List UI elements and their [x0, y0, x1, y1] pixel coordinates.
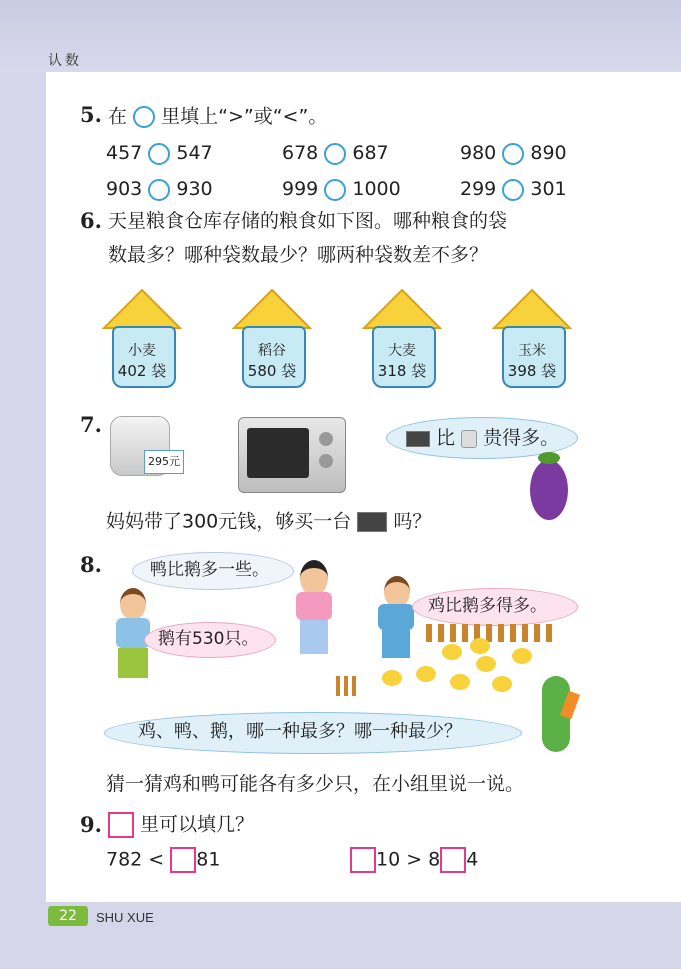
- microwave-image: [238, 417, 346, 493]
- silo-roof-icon: [362, 288, 442, 330]
- q5-left: 299: [460, 178, 497, 200]
- silo-qty: 402 袋: [117, 362, 167, 380]
- chick-icon: [450, 674, 470, 690]
- silo-name: 小麦: [128, 343, 156, 359]
- answer-box[interactable]: [170, 847, 196, 873]
- pants-icon: [118, 648, 148, 678]
- top-band: [0, 0, 681, 72]
- compare-circle[interactable]: [324, 143, 346, 165]
- silo-qty: 318 袋: [377, 362, 427, 380]
- q7-question-pre: 妈妈带了300元钱，够买一台: [106, 510, 352, 533]
- rice-cooker-image: [106, 410, 180, 480]
- bubble-compare: 比: [436, 427, 456, 449]
- q5-number: 5.: [80, 102, 102, 127]
- dial-icon: [319, 432, 333, 446]
- silo-corn: [492, 288, 572, 388]
- q5-right: 930: [176, 178, 213, 200]
- q5-right: 301: [530, 178, 567, 200]
- silo-qty: 398 袋: [507, 362, 557, 380]
- price-tag: 295元: [144, 450, 184, 474]
- boy-bending-character: [366, 576, 426, 660]
- q5-item: [282, 178, 401, 201]
- bubble-end: 贵得多。: [483, 427, 560, 449]
- silo-roof-icon: [232, 288, 312, 330]
- silo-roof-icon: [492, 288, 572, 330]
- silo-roof-icon: [102, 288, 182, 330]
- eggplant-character: [520, 452, 578, 524]
- dial-icon: [319, 454, 333, 468]
- q8-task: 猜一猜鸡和鸭可能各有多少只，在小组里说一说。: [106, 773, 525, 795]
- bubble-text: [406, 429, 559, 448]
- compare-circle[interactable]: [502, 179, 524, 201]
- microwave-icon: [357, 512, 387, 532]
- q5-item: [106, 142, 213, 165]
- q5-left: 903: [106, 178, 143, 200]
- silo-name: 稻谷: [258, 343, 286, 359]
- chick-icon: [382, 670, 402, 686]
- q9-ex2-post: 4: [466, 848, 479, 871]
- q6-line1: 天星粮食仓库存储的粮食如下图。哪种粮食的袋: [108, 210, 508, 232]
- compare-circle[interactable]: [502, 143, 524, 165]
- q7-question-post: 吗？: [393, 510, 432, 533]
- silo-name: 大麦: [388, 343, 416, 359]
- chick-icon: [492, 676, 512, 692]
- q5-left: 999: [282, 178, 319, 200]
- square-icon: [108, 812, 134, 838]
- chick-icon: [416, 666, 436, 682]
- compare-circle[interactable]: [148, 143, 170, 165]
- q5-right: 1000: [352, 178, 401, 200]
- pants-icon: [300, 620, 328, 654]
- shirt-icon: [378, 604, 414, 630]
- rice-cooker-icon: [461, 430, 477, 448]
- pants-icon: [382, 630, 410, 658]
- q9-example-2: [350, 847, 478, 873]
- q5-left: 457: [106, 142, 143, 164]
- chick-icon: [476, 656, 496, 672]
- pepper-character: [534, 676, 578, 756]
- q7-number: 7.: [80, 412, 102, 437]
- q9-prompt: [108, 812, 254, 838]
- circle-icon: [133, 106, 155, 128]
- q9-ex1-post: 81: [196, 848, 221, 871]
- chick-icon: [512, 648, 532, 664]
- q9-example-1: [106, 847, 220, 873]
- q9-ex1-pre: 782 <: [106, 848, 165, 871]
- q5-prompt-post: 里填上“>”或“<”。: [161, 105, 328, 128]
- q5-item: [282, 142, 389, 165]
- q5-left: 980: [460, 142, 497, 164]
- q6-line2: 数最多？哪种袋数最少？哪两种袋数差不多？: [108, 244, 489, 266]
- bubble-goose: 鹅有530只。: [158, 629, 259, 649]
- q5-prompt: [108, 106, 327, 128]
- q7-question: [106, 512, 431, 532]
- compare-circle[interactable]: [148, 179, 170, 201]
- q8-number: 8.: [80, 552, 102, 577]
- silo-rice: [232, 288, 312, 388]
- chick-icon: [470, 638, 490, 654]
- face-icon: [120, 588, 146, 620]
- silo-qty: 580 袋: [247, 362, 297, 380]
- q9-number: 9.: [80, 812, 102, 837]
- bubble-duck: 鸭比鹅多一些。: [150, 560, 269, 580]
- silo-barley: [362, 288, 442, 388]
- leaf-icon: [538, 452, 560, 464]
- bubble-chicken: 鸡比鹅多得多。: [428, 596, 547, 616]
- q5-item: [460, 142, 567, 165]
- answer-box[interactable]: [350, 847, 376, 873]
- girl-character: [286, 556, 346, 656]
- silo-name: 玉米: [518, 343, 546, 359]
- shirt-icon: [296, 592, 332, 620]
- q5-left: 678: [282, 142, 319, 164]
- q5-right: 547: [176, 142, 213, 164]
- q9-ex2-mid: 10 > 8: [376, 848, 441, 871]
- q5-item: [106, 178, 213, 201]
- bubble-question: 鸡、鸭、鹅，哪一种最多？哪一种最少？: [138, 721, 462, 742]
- q5-item: [460, 178, 567, 201]
- face-icon: [300, 560, 328, 596]
- q6-number: 6.: [80, 208, 102, 233]
- compare-circle[interactable]: [324, 179, 346, 201]
- eggplant-icon: [530, 460, 568, 520]
- q9-prompt-text: 里可以填几？: [140, 813, 255, 836]
- q5-prompt-pre: 在: [108, 105, 128, 128]
- q5-right: 687: [352, 142, 389, 164]
- answer-box[interactable]: [440, 847, 466, 873]
- page-number: 22: [48, 906, 88, 926]
- chick-icon: [442, 644, 462, 660]
- footer-label: SHU XUE: [96, 910, 154, 925]
- section-header: 认数: [48, 53, 82, 69]
- silo-wheat: [102, 288, 182, 388]
- q5-right: 890: [530, 142, 567, 164]
- fence-image: [426, 624, 556, 642]
- microwave-door-icon: [247, 428, 309, 478]
- microwave-icon: [406, 431, 430, 447]
- fence-post-image: [336, 676, 356, 696]
- textbook-page: [46, 72, 681, 902]
